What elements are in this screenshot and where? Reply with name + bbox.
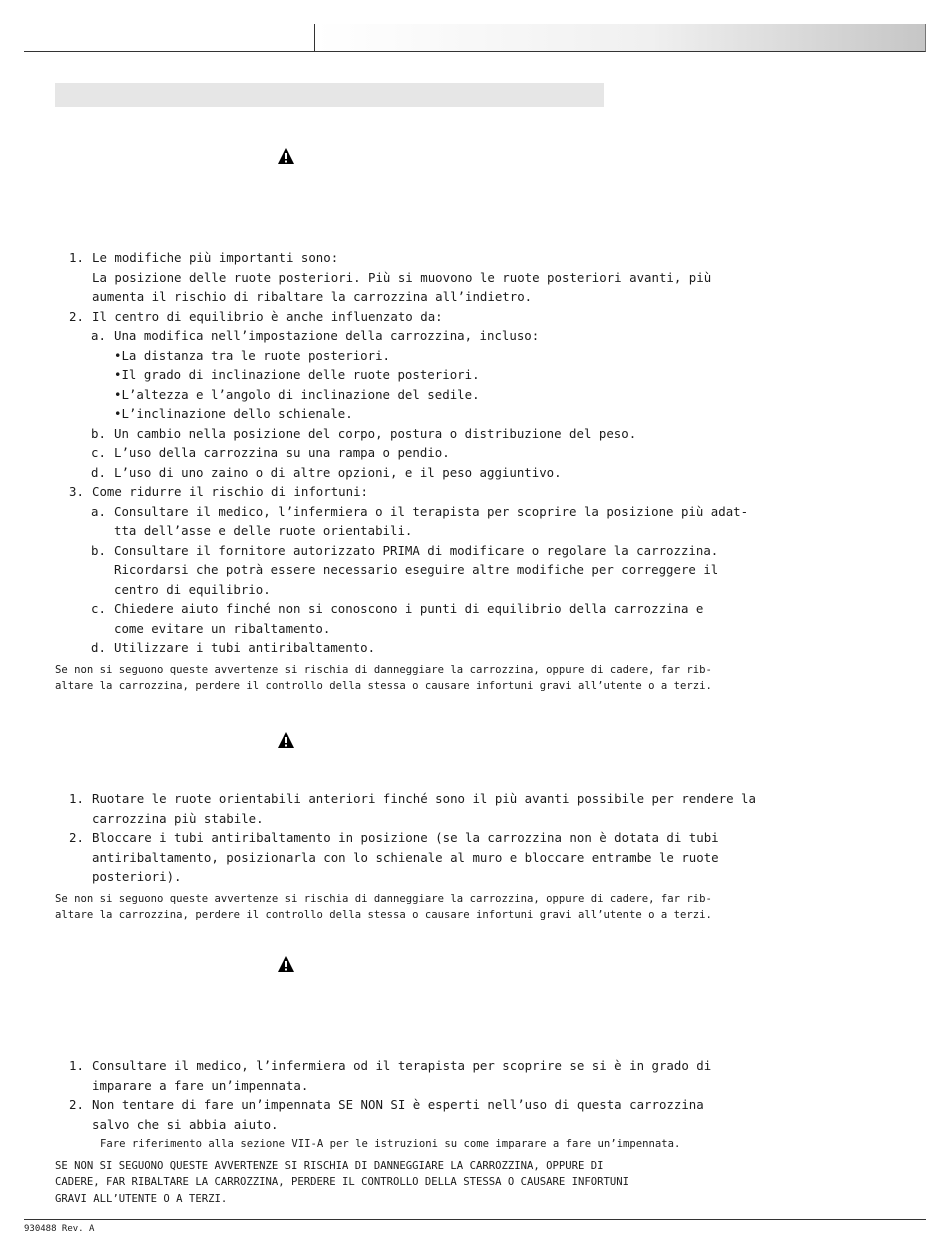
item-text: aumenta il rischio di ribaltare la carrozzina all’indietro.: [92, 289, 533, 304]
list-item: [55, 248, 615, 268]
item-number: 2.: [69, 1097, 84, 1112]
item-text: Bloccare i tubi antiribaltamento in posizione (se la carrozzina non è dotata di tubi: [92, 830, 719, 845]
item-text: Consultare il medico, l’infermiera od il terapista per scoprire se si è in grado di: [92, 1058, 712, 1073]
warning-closing: CADERE, FAR RIBALTARE LA CARROZZINA, PERDERE IL CONTROLLO DELLA STESSA O CAUSARE INFORTUNI: [55, 1176, 630, 1188]
bullet-text: •L’altezza e l’angolo di inclinazione del sedile.: [114, 386, 480, 402]
item-text: Le modifiche più importanti sono:: [92, 250, 339, 265]
bullet-text: •La distanza tra le ruote posteriori.: [114, 347, 391, 363]
sub-item: [55, 502, 749, 522]
bullet-text: •Il grado di inclinazione delle ruote posteriori.: [114, 367, 480, 382]
list-item: [55, 1056, 712, 1076]
header-gradient-bar: [315, 24, 926, 52]
item-number: 2.: [69, 308, 84, 324]
warning-triangle-icon: [277, 955, 295, 973]
sub-label: a.: [91, 503, 106, 519]
sub-item: [55, 541, 719, 561]
item-text: antiribaltamento, posizionarla con lo schienale al muro e bloccare entrambe le ruote: [92, 849, 719, 865]
sub-label: b.: [91, 542, 106, 558]
sub-text: come evitare un ribaltamento.: [114, 620, 331, 636]
section-3-list: [55, 1056, 712, 1207]
section-2-list: [55, 789, 756, 924]
reference-note: Fare riferimento alla sezione VII-A per le istruzioni su come imparare a fare un’impennata.: [100, 1138, 681, 1150]
item-number: 2.: [69, 830, 84, 845]
item-number: 1.: [69, 1058, 84, 1073]
item-number: 1.: [69, 250, 84, 265]
sub-text: Consultare il medico, l’infermiera o il terapista per scoprire la posizione più adat-: [114, 503, 749, 519]
item-text: salvo che si abbia aiuto.: [92, 1116, 279, 1132]
section-1-list: [55, 248, 749, 695]
section-title-bar: [55, 83, 604, 107]
sub-text: Utilizzare i tubi antiribaltamento.: [114, 640, 376, 655]
warning-triangle-icon: [277, 731, 295, 749]
warning-closing: SE NON SI SEGUONO QUESTE AVVERTENZE SI RISCHIA DI DANNEGGIARE LA CARROZZINA, OPPURE DI: [55, 1159, 604, 1172]
list-item: [55, 828, 719, 848]
sub-text: Una modifica nell’impostazione della carrozzina, incluso:: [114, 328, 540, 343]
warning-closing: GRAVI ALL’UTENTE O A TERZI.: [55, 1192, 228, 1205]
footer-rule: [24, 1219, 926, 1220]
sub-text: tta dell’asse e delle ruote orientabili.: [114, 523, 413, 538]
sub-text: Consultare il fornitore autorizzato PRIMA di modificare o regolare la carrozzina.: [114, 542, 719, 558]
sub-text: Chiedere aiuto finché non si conoscono i punti di equilibrio della carrozzina e: [114, 601, 704, 616]
list-item: [55, 789, 756, 809]
warning-closing: altare la carrozzina, perdere il controllo della stessa o causare infortuni gravi all’utente o a terzi.: [55, 680, 712, 692]
sub-text: centro di equilibrio.: [114, 581, 271, 597]
bullet-text: •L’inclinazione dello schienale.: [114, 406, 353, 421]
list-item: [55, 1095, 704, 1115]
sub-item: [55, 599, 704, 619]
sub-item: [55, 326, 615, 346]
item-number: 1.: [69, 791, 84, 806]
sub-item: [55, 424, 637, 444]
sub-label: a.: [91, 328, 106, 343]
item-text: Non tentare di fare un’impennata SE NON SI è esperti nell’uso di questa carrozzina: [92, 1097, 704, 1112]
warning-closing: Se non si seguono queste avvertenze si rischia di danneggiare la carrozzina, oppure di cadere, far rib-: [55, 663, 712, 676]
item-text: Il centro di equilibrio è anche influenzato da:: [92, 308, 443, 324]
item-text: imparare a fare un’impennata.: [92, 1077, 309, 1093]
list-item: [55, 307, 615, 327]
item-text: posteriori).: [92, 869, 182, 884]
sub-label: d.: [91, 464, 106, 480]
sub-text: Un cambio nella posizione del corpo, postura o distribuzione del peso.: [114, 425, 637, 441]
document-code: 930488 Rev. A: [24, 1224, 95, 1234]
item-text: Come ridurre il rischio di infortuni:: [92, 484, 369, 499]
sub-item: [55, 638, 615, 658]
warning-closing: altare la carrozzina, perdere il controllo della stessa o causare infortuni gravi all’utente o a terzi.: [55, 909, 712, 921]
header-rule: [24, 51, 315, 52]
sub-item: [55, 463, 615, 483]
warning-closing: Se non si seguono queste avvertenze si rischia di danneggiare la carrozzina, oppure di cadere, far rib-: [55, 892, 712, 905]
sub-text: L’uso della carrozzina su una rampa o pendio.: [114, 445, 450, 460]
sub-label: c.: [91, 445, 106, 460]
sub-label: b.: [91, 425, 106, 441]
sub-label: d.: [91, 640, 106, 655]
sub-item: [55, 443, 615, 463]
warning-triangle-icon: [277, 147, 295, 165]
item-text: La posizione delle ruote posteriori. Più si muovono le ruote posteriori avanti, più: [92, 269, 712, 285]
sub-text: Ricordarsi che potrà essere necessario eseguire altre modifiche per correggere il: [114, 562, 719, 577]
list-item: [55, 482, 615, 502]
sub-text: L’uso di uno zaino o di altre opzioni, e il peso aggiuntivo.: [114, 464, 562, 480]
sub-label: c.: [91, 601, 106, 616]
item-text: carrozzina più stabile.: [92, 810, 264, 826]
item-text: Ruotare le ruote orientabili anteriori finché sono il più avanti possibile per rendere la: [92, 791, 756, 806]
item-number: 3.: [69, 484, 84, 499]
